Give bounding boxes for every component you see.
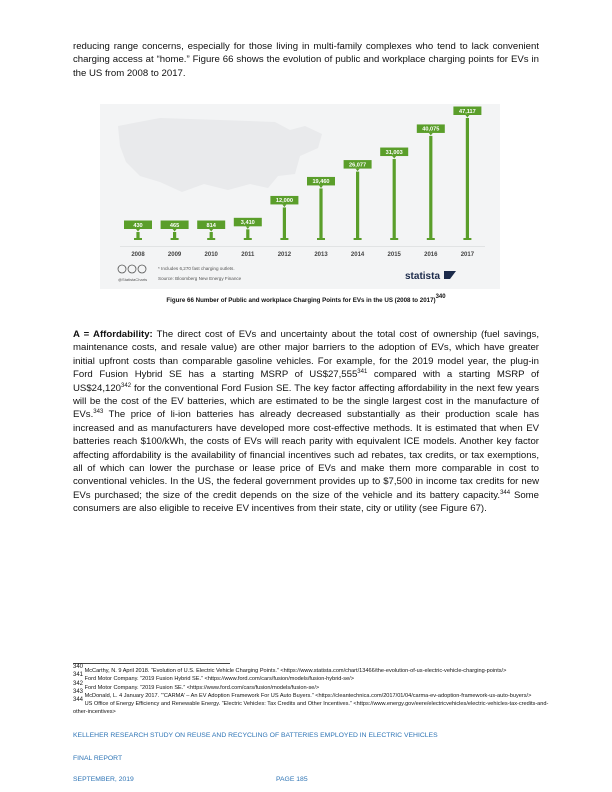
intro-paragraph: reducing range concerns, especially for those living in multi-family complexes who tend to lack convenient charging access at “home.” Figure 66 shows the evolution of public and workplace charging points for EVs in the US from 2008 to 2017. [73,41,539,79]
footnote-344 [73,697,549,717]
bar-2008 [136,232,139,238]
footnote-340 [73,664,549,675]
value-label-2012: 12,000 [275,198,293,205]
affordability-paragraph [73,328,539,516]
bar-2013 [319,188,322,238]
value-label-2015: 31,003 [385,149,403,156]
footnote-number: 343 [73,688,84,695]
value-label-pointer-2015 [392,156,396,159]
x-tick-2013: 2013 [314,252,328,258]
value-label-2011: 3,410 [240,220,255,227]
body-text-5: Some consumers are also eligible to receive EV incentives from their state, city or utility (see Figure 67). [73,489,540,515]
chart-source: Source: Bloomberg New Energy Finance [158,276,242,281]
bar-base-2009 [171,238,179,240]
statista-logo-icon [444,271,456,279]
value-label-pointer-2009 [173,229,177,232]
body-text-1: The direct cost of EVs and uncertainty about the total cost of ownership (fuel savings, maintenance costs, and resale value) are other major barriers to the adoption of EVs, which have greater initial upfront costs than comparable gasoline vehicles. For example, for the 2019 model year, the plug-in Ford Fusion Hybrid SE has a starting MSRP of US$27,555 [73,329,539,381]
footnote-ref-343[interactable]: 343 [93,409,104,416]
x-tick-2010: 2010 [204,252,218,258]
value-label-2017: 47,117 [458,108,476,115]
us-map-silhouette [118,118,322,192]
value-label-2009: 465 [169,222,180,229]
figure-caption [73,294,539,304]
footnote-number: 342 [73,680,84,687]
value-label-2013: 19,460 [312,179,330,186]
x-tick-2015: 2015 [387,252,401,258]
bar-base-2011 [244,238,252,240]
figure-caption-ref: 340 [435,294,446,300]
charging-points-chart [100,104,500,289]
value-label-pointer-2012 [282,204,286,207]
bar-2014 [356,172,359,238]
bar-2010 [210,232,213,238]
value-label-pointer-2014 [356,169,360,172]
bar-2017 [466,118,469,238]
value-label-pointer-2008 [136,229,140,232]
footer-date-page [73,776,308,783]
x-tick-2008: 2008 [131,252,145,258]
value-label-2016: 40,075 [422,126,440,133]
value-label-pointer-2010 [209,229,213,232]
bar-base-2008 [134,238,142,240]
x-tick-2016: 2016 [424,252,438,258]
bar-2016 [429,136,432,238]
footnote-number: 340 [73,664,84,670]
footnote-text: McCarthy, N. 9 April 2018. “Evolution of U.S. Electric Vehicle Charging Points.” <https://www.statista.com/chart/13466/the-evolution-of-us-electric-vehicle-charging-points/> [83,668,507,674]
x-tick-2009: 2009 [167,252,182,258]
license-icons [118,265,146,273]
footer-date: SEPTEMBER, 2019 [73,776,134,783]
footnote-text: McDonald, L. 4 January 2017. “‘CARMA’ – An EV Adoption Framework For US Auto Buyers.” <https://cleantechnica.com/2017/01/04/carma-ev-adoption-framework-us-auto-buyers/> [83,692,532,699]
footnote-342 [73,680,549,692]
chart-note: * Includes 6,270 fast charging outlets. [158,266,235,271]
bar-base-2012 [280,238,288,240]
value-label-pointer-2016 [429,133,433,136]
footer-study-title: KELLEHER RESEARCH STUDY ON REUSE AND RECYCLING OF BATTERIES EMPLOYED IN ELECTRIC VEHICLES [73,732,438,739]
footer-page-number: PAGE 185 [276,776,308,783]
value-label-pointer-2011 [246,226,250,229]
value-label-2014: 26,077 [349,162,367,169]
footnote-text: Ford Motor Company. “2019 Fusion Hybrid SE.” <https://www.ford.com/cars/fusion/models/fusion-hybrid-se/> [83,676,355,683]
body-text-3: for the conventional Ford Fusion SE. The key factor affecting affordability in the next few years will be the cost of the EV batteries, which are estimated to be the single largest cost in the manufacture of EVs. [73,382,539,421]
bar-base-2014 [354,238,362,240]
x-tick-2014: 2014 [350,252,365,258]
x-tick-labels-layer [131,252,474,258]
footnotes [73,664,549,717]
footnote-divider [73,663,230,664]
value-label-pointer-2013 [319,185,323,188]
x-tick-2012: 2012 [277,252,292,258]
statista-logo-text: statista [404,271,440,282]
bar-2009 [173,232,176,238]
bar-base-2010 [207,238,215,240]
footer-report-label: FINAL REPORT [73,755,123,762]
bar-2011 [246,229,249,238]
bar-base-2017 [463,238,471,240]
footnote-ref-342[interactable]: 342 [121,382,132,389]
footnote-341 [73,672,549,683]
footnote-number: 344 [73,697,84,704]
body-text-2: compared with a starting MSRP of US$24,120 [73,369,539,394]
bar-base-2013 [317,238,325,240]
footnote-text: US Office of Energy Efficiency and Renewable Energy. “Electric Vehicles: Tax Credits and Other Incentives.” <https://www.energy.gov/eere/electricvehicles/electric-vehicles-tax-credits-and-other-incentives> [73,701,549,716]
bar-2015 [393,159,396,238]
footnote-ref-344[interactable]: 344 [500,489,511,496]
value-label-2010: 814 [206,222,216,229]
statista-handle: @StatistaCharts [118,277,148,282]
x-tick-2017: 2017 [460,252,475,258]
footnote-text: Ford Motor Company. “2019 Fusion SE.” <https://www.ford.com/cars/fusion/models/fusion-se/> [83,684,320,691]
footnote-ref-341[interactable]: 341 [357,369,368,376]
value-label-pointer-2017 [465,115,469,118]
body-text-4: The price of li-ion batteries has already decreased substantially as their production scale has increased and as manufacturers have developed more cost-effective methods. It is estimated that when EV batteries reach $100/kWh, the costs of EVs will reach parity with equivalent ICE models. Another key factor affecting affordability is the availability of financial incentives such ad rebates, tax credits, or tax exemptions, all of which can lower the purchase or lease price of EVs and make them more comparable in cost to conventional vehicles. In the US, the federal government provides up to $7,500 in income tax credits for new EVs purchased; the size of the credit depends on the size of the vehicle and its battery capacity. [73,409,539,501]
bar-base-2016 [427,238,435,240]
affordability-lead: A = Affordability: [73,329,153,340]
chart-svg [100,104,500,289]
bar-base-2015 [390,238,398,240]
value-label-2008: 430 [133,222,143,229]
bar-2012 [283,207,286,238]
figure-caption-text: Figure 66 Number of Public and workplace Charging Points for EVs in the US (2008 to 2017) [166,297,436,304]
footnote-number: 341 [73,672,84,679]
x-tick-2011: 2011 [241,252,255,258]
footnote-343 [73,688,549,700]
